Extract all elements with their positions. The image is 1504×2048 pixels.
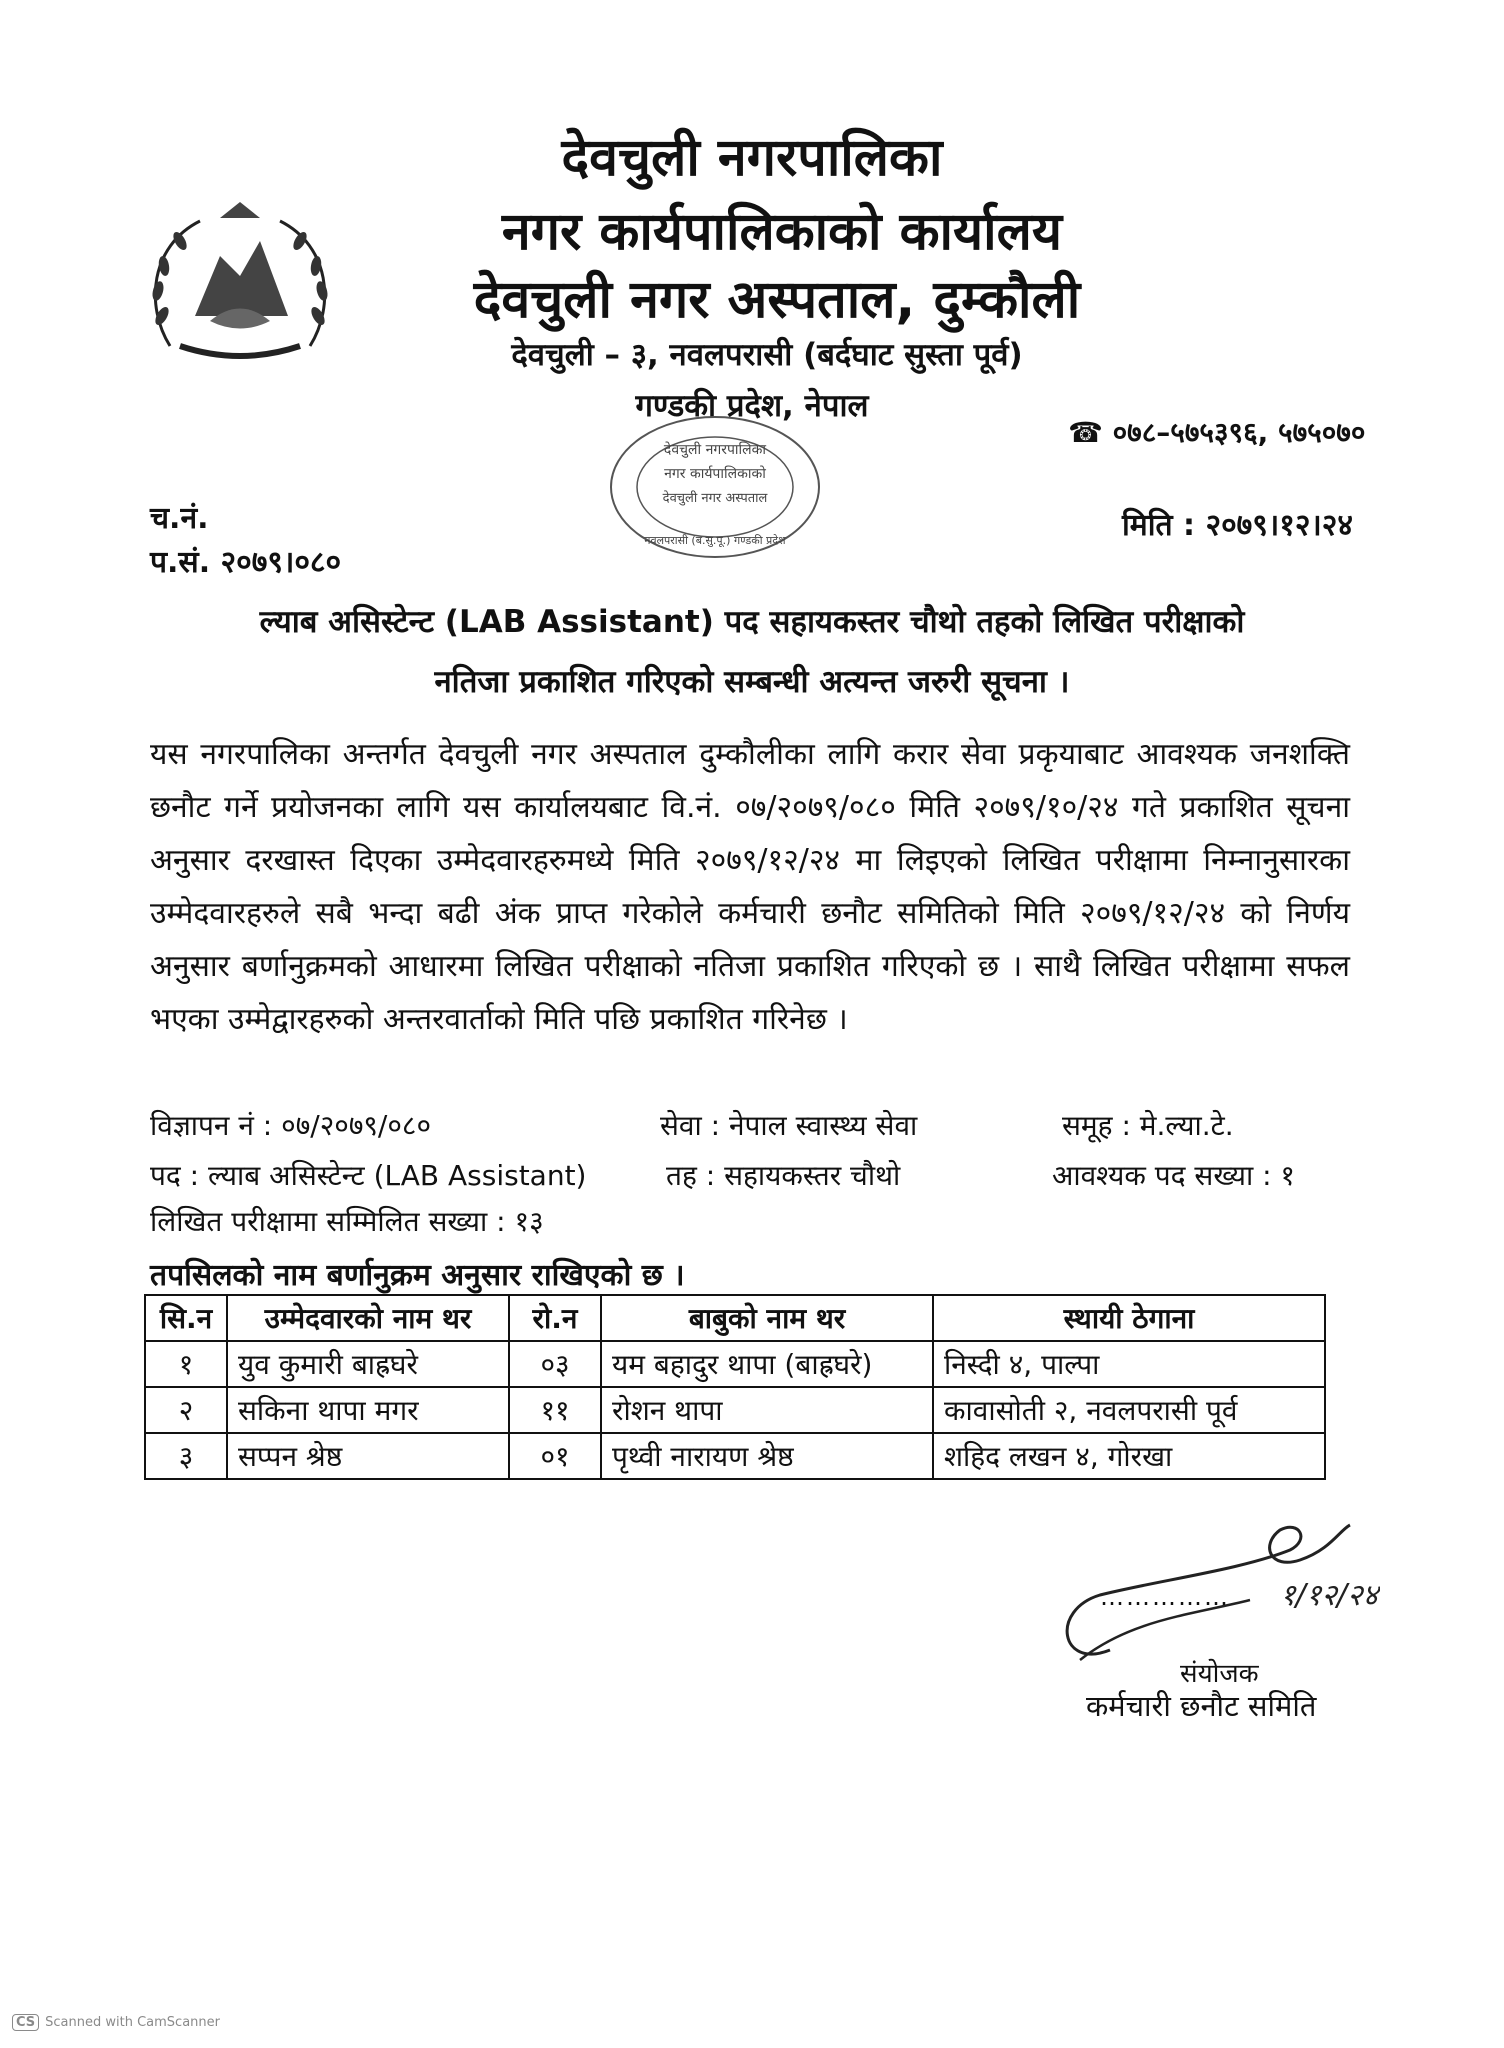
- cell-candidate-name: सकिना थापा मगर: [227, 1387, 509, 1433]
- required-posts: आवश्यक पद सख्या : १: [1052, 1159, 1295, 1192]
- col-serial: सि.न: [145, 1295, 227, 1341]
- signature-committee: कर्मचारी छनौट समिति: [1086, 1689, 1317, 1723]
- cell-address: निस्दी ४, पाल्पा: [933, 1341, 1325, 1387]
- subject-line-2: नतिजा प्रकाशित गरिएको सम्बन्धी अत्यन्त जरुरी सूचना ।: [434, 664, 1070, 700]
- cell-address: शहिद लखन ४, गोरखा: [933, 1433, 1325, 1479]
- camscanner-icon: CS: [12, 2014, 39, 2031]
- table-row: [145, 1387, 1325, 1433]
- stamp-line: देवचुली नगर अस्पताल: [662, 491, 768, 506]
- cell-candidate-name: युव कुमारी बाह्रघरे: [227, 1341, 509, 1387]
- cell-roll-number: ११: [509, 1387, 601, 1433]
- office-stamp: [605, 412, 825, 562]
- handwritten-date: १/१२/२४: [1280, 1578, 1379, 1613]
- group-name: समूह : मे.ल्या.टे.: [1062, 1109, 1234, 1142]
- cell-serial: १: [145, 1341, 227, 1387]
- attended-count: लिखित परीक्षामा सम्मिलित सख्या : १३: [150, 1205, 544, 1238]
- level-name: तह : सहायकस्तर चौथो: [666, 1159, 901, 1192]
- cell-address: कावासोती २, नवलपरासी पूर्व: [933, 1387, 1325, 1433]
- col-address: स्थायी ठेगाना: [933, 1295, 1325, 1341]
- notice-body: यस नगरपालिका अन्तर्गत देवचुली नगर अस्पताल दुम्कौलीका लागि करार सेवा प्रकृयाबाट आवश्यक जनशक्ति छनौट गर्ने प्रयोजनका लागि यस कार्यालयबाट वि.नं. ०७/२०७९/०८० मिति २०७९/१०/२४ गते प्रकाशित सूचना अनुसार दरखास्त दिएका उम्मेदवारहरुमध्ये मिति २०७९/१२/२४ मा लिइएको लिखित परीक्षामा निम्नानुसारका उम्मेदवारहरुले सबै भन्दा बढी अंक प्राप्त गरेकोले कर्मचारी छनौट समितिको मिति २०७९/१२/२४ को निर्णय अनुसार बर्णानुक्रमको आधारमा लिखित परीक्षाको नतिजा प्रकाशित गरिएको छ । साथै लिखित परीक्षामा सफल भएका उम्मेद्वारहरुको अन्तरवार्ताको मिति पछि प्रकाशित गरिनेछ ।: [150, 737, 1350, 1037]
- cell-father-name: रोशन थापा: [601, 1387, 933, 1433]
- cell-serial: २: [145, 1387, 227, 1433]
- results-table: [144, 1294, 1326, 1480]
- alphabetical-note: तपसिलको नाम बर्णानुक्रम अनुसार राखिएको छ ।: [150, 1258, 685, 1293]
- table-row: [145, 1433, 1325, 1479]
- letter-number: प.सं. २०७९।०८०: [150, 545, 342, 580]
- cell-roll-number: ०१: [509, 1433, 601, 1479]
- municipality-name: देवचुली नगरपालिका: [561, 128, 943, 188]
- address-line: देवचुली – ३, नवलपरासी (बर्दघाट सुस्ता पूर्व): [511, 337, 1023, 373]
- dispatch-number: च.नं.: [150, 501, 209, 536]
- col-roll-number: रो.न: [509, 1295, 601, 1341]
- stamp-line: नगर कार्यपालिकाको: [664, 466, 766, 482]
- table-row: [145, 1341, 1325, 1387]
- cell-father-name: पृथ्वी नारायण श्रेष्ठ: [601, 1433, 933, 1479]
- scanner-watermark: [12, 2014, 220, 2031]
- phone-number: ☎ ०७८–५७५३९६, ५७५०७०: [1068, 416, 1366, 449]
- cell-father-name: यम बहादुर थापा (बाह्रघरे): [601, 1341, 933, 1387]
- cell-serial: ३: [145, 1433, 227, 1479]
- service-name: सेवा : नेपाल स्वास्थ्य सेवा: [660, 1109, 918, 1142]
- post-name: पद : ल्याब असिस्टेन्ट (LAB Assistant): [150, 1159, 587, 1192]
- stamp-line: देवचुली नगरपालिका: [663, 442, 767, 458]
- stamp-line: नवलपरासी (ब.सु.पू.) गण्डकी प्रदेश: [644, 534, 786, 547]
- signature-dots: ……………: [1100, 1583, 1230, 1611]
- cell-roll-number: ०३: [509, 1341, 601, 1387]
- col-father-name: बाबुको नाम थर: [601, 1295, 933, 1341]
- watermark-text: Scanned with CamScanner: [45, 2015, 220, 2030]
- table-header-row: [145, 1295, 1325, 1341]
- office-name: नगर कार्यपालिकाको कार्यालय: [501, 202, 1063, 262]
- hospital-name: देवचुली नगर अस्पताल, दुम्कौली: [473, 270, 1081, 330]
- col-candidate-name: उम्मेदवारको नाम थर: [227, 1295, 509, 1341]
- subject-line-1: ल्याब असिस्टेन्ट (LAB Assistant) पद सहायकस्तर चौथो तहको लिखित परीक्षाको: [259, 604, 1245, 640]
- signature-role: संयोजक: [1180, 1659, 1259, 1689]
- province-line: गण्डकी प्रदेश, नेपाल: [635, 388, 869, 424]
- letter-date: मिति : २०७९।१२।२४: [1122, 508, 1354, 543]
- ad-number: विज्ञापन नं : ०७/२०७९/०८०: [150, 1109, 432, 1142]
- cell-candidate-name: सप्पन श्रेष्ठ: [227, 1433, 509, 1479]
